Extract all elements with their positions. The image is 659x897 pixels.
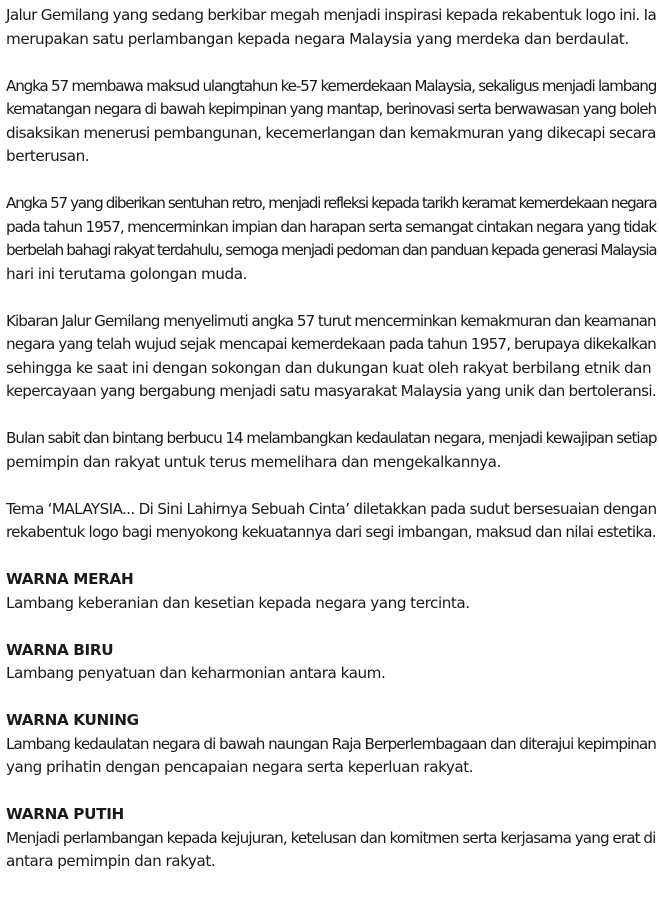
paragraph-flag-waving [6, 310, 656, 404]
color-description: yang prihatin dengan pencapaian negara serta keperluan rakyat. [6, 758, 474, 776]
text-line: Tema ‘MALAYSIA... Di Sini Lahirnya Sebuah Cinta’ diletakkan pada sudut bersesuaian dengan [6, 499, 657, 518]
paragraph-number-57-meaning [6, 75, 656, 169]
color-section-yellow [6, 709, 656, 780]
color-section-red [6, 568, 656, 615]
document-body [6, 4, 656, 897]
paragraph-retro-57 [6, 192, 656, 286]
color-heading: WARNA MERAH [6, 570, 134, 588]
text-line: sehingga ke saat ini dengan sokongan dan dukungan kuat oleh rakyat berbilang etnik dan [6, 358, 652, 377]
text-line: Angka 57 membawa maksud ulangtahun ke-57 kemerdekaan Malaysia, sekaligus menjadi lambang [6, 76, 657, 95]
paragraph-inspiration [6, 4, 656, 51]
text-line: Kibaran Jalur Gemilang menyelimuti angka 57 turut mencerminkan kemakmuran dan keamanan [6, 311, 656, 330]
text-line: berterusan. [6, 147, 90, 165]
paragraph-theme [6, 498, 656, 545]
text-line: merupakan satu perlambangan kepada negara Malaysia yang merdeka dan berdaulat. [6, 29, 629, 48]
color-description: antara pemimpin dan rakyat. [6, 852, 216, 870]
color-heading: WARNA PUTIH [6, 805, 124, 823]
text-line: Bulan sabit dan bintang berbucu 14 melambangkan kedaulatan negara, menjadi kewajipan setiap [6, 429, 657, 447]
color-description: Lambang penyatuan dan keharmonian antara kaum. [6, 664, 386, 682]
color-description: Lambang keberanian dan kesetian kepada negara yang tercinta. [6, 593, 470, 612]
text-line: Jalur Gemilang yang sedang berkibar megah menjadi inspirasi kepada rekabentuk logo ini. Ia [6, 6, 657, 24]
text-line: hari ini terutama golongan muda. [6, 264, 247, 283]
paragraph-crescent-star [6, 427, 656, 474]
color-description: Lambang kedaulatan negara di bawah naungan Raja Berperlembagaan dan diterajui kepimpinan [6, 734, 656, 753]
text-line: berbelah bahagi rakyat terdahulu, semoga menjadi pedoman dan panduan kepada generasi Malaysia [6, 241, 657, 259]
color-section-white [6, 803, 656, 874]
color-section-blue [6, 639, 656, 686]
text-line: pada tahun 1957, mencerminkan impian dan harapan serta semangat cintakan negara yang tidak [6, 217, 657, 236]
text-line: Angka 57 yang diberikan sentuhan retro, menjadi refleksi kepada tarikh keramat kemerdekaan negara [6, 194, 657, 212]
text-line: kepercayaan yang bergabung menjadi satu masyarakat Malaysia yang unik dan bertoleransi. [6, 382, 657, 400]
text-line: negara yang telah wujud sejak mencapai kemerdekaan pada tahun 1957, berupaya dikekalkan [6, 335, 656, 353]
color-heading: WARNA KUNING [6, 711, 139, 729]
text-line: pemimpin dan rakyat untuk terus memelihara dan mengekalkannya. [6, 452, 501, 471]
text-line: disaksikan menerusi pembangunan, kecemerlangan dan kemakmuran yang dikecapi secara [6, 123, 656, 142]
color-description: Menjadi perlambangan kepada kejujuran, ketelusan dan komitmen serta kerjasama yang erat di [6, 828, 656, 847]
color-heading: WARNA BIRU [6, 640, 114, 659]
text-line: rekabentuk logo bagi menyokong kekuatannya dari segi imbangan, maksud dan nilai estetika. [6, 523, 656, 541]
text-line: kematangan negara di bawah kepimpinan yang mantap, berinovasi serta berwawasan yang boleh [6, 100, 657, 118]
